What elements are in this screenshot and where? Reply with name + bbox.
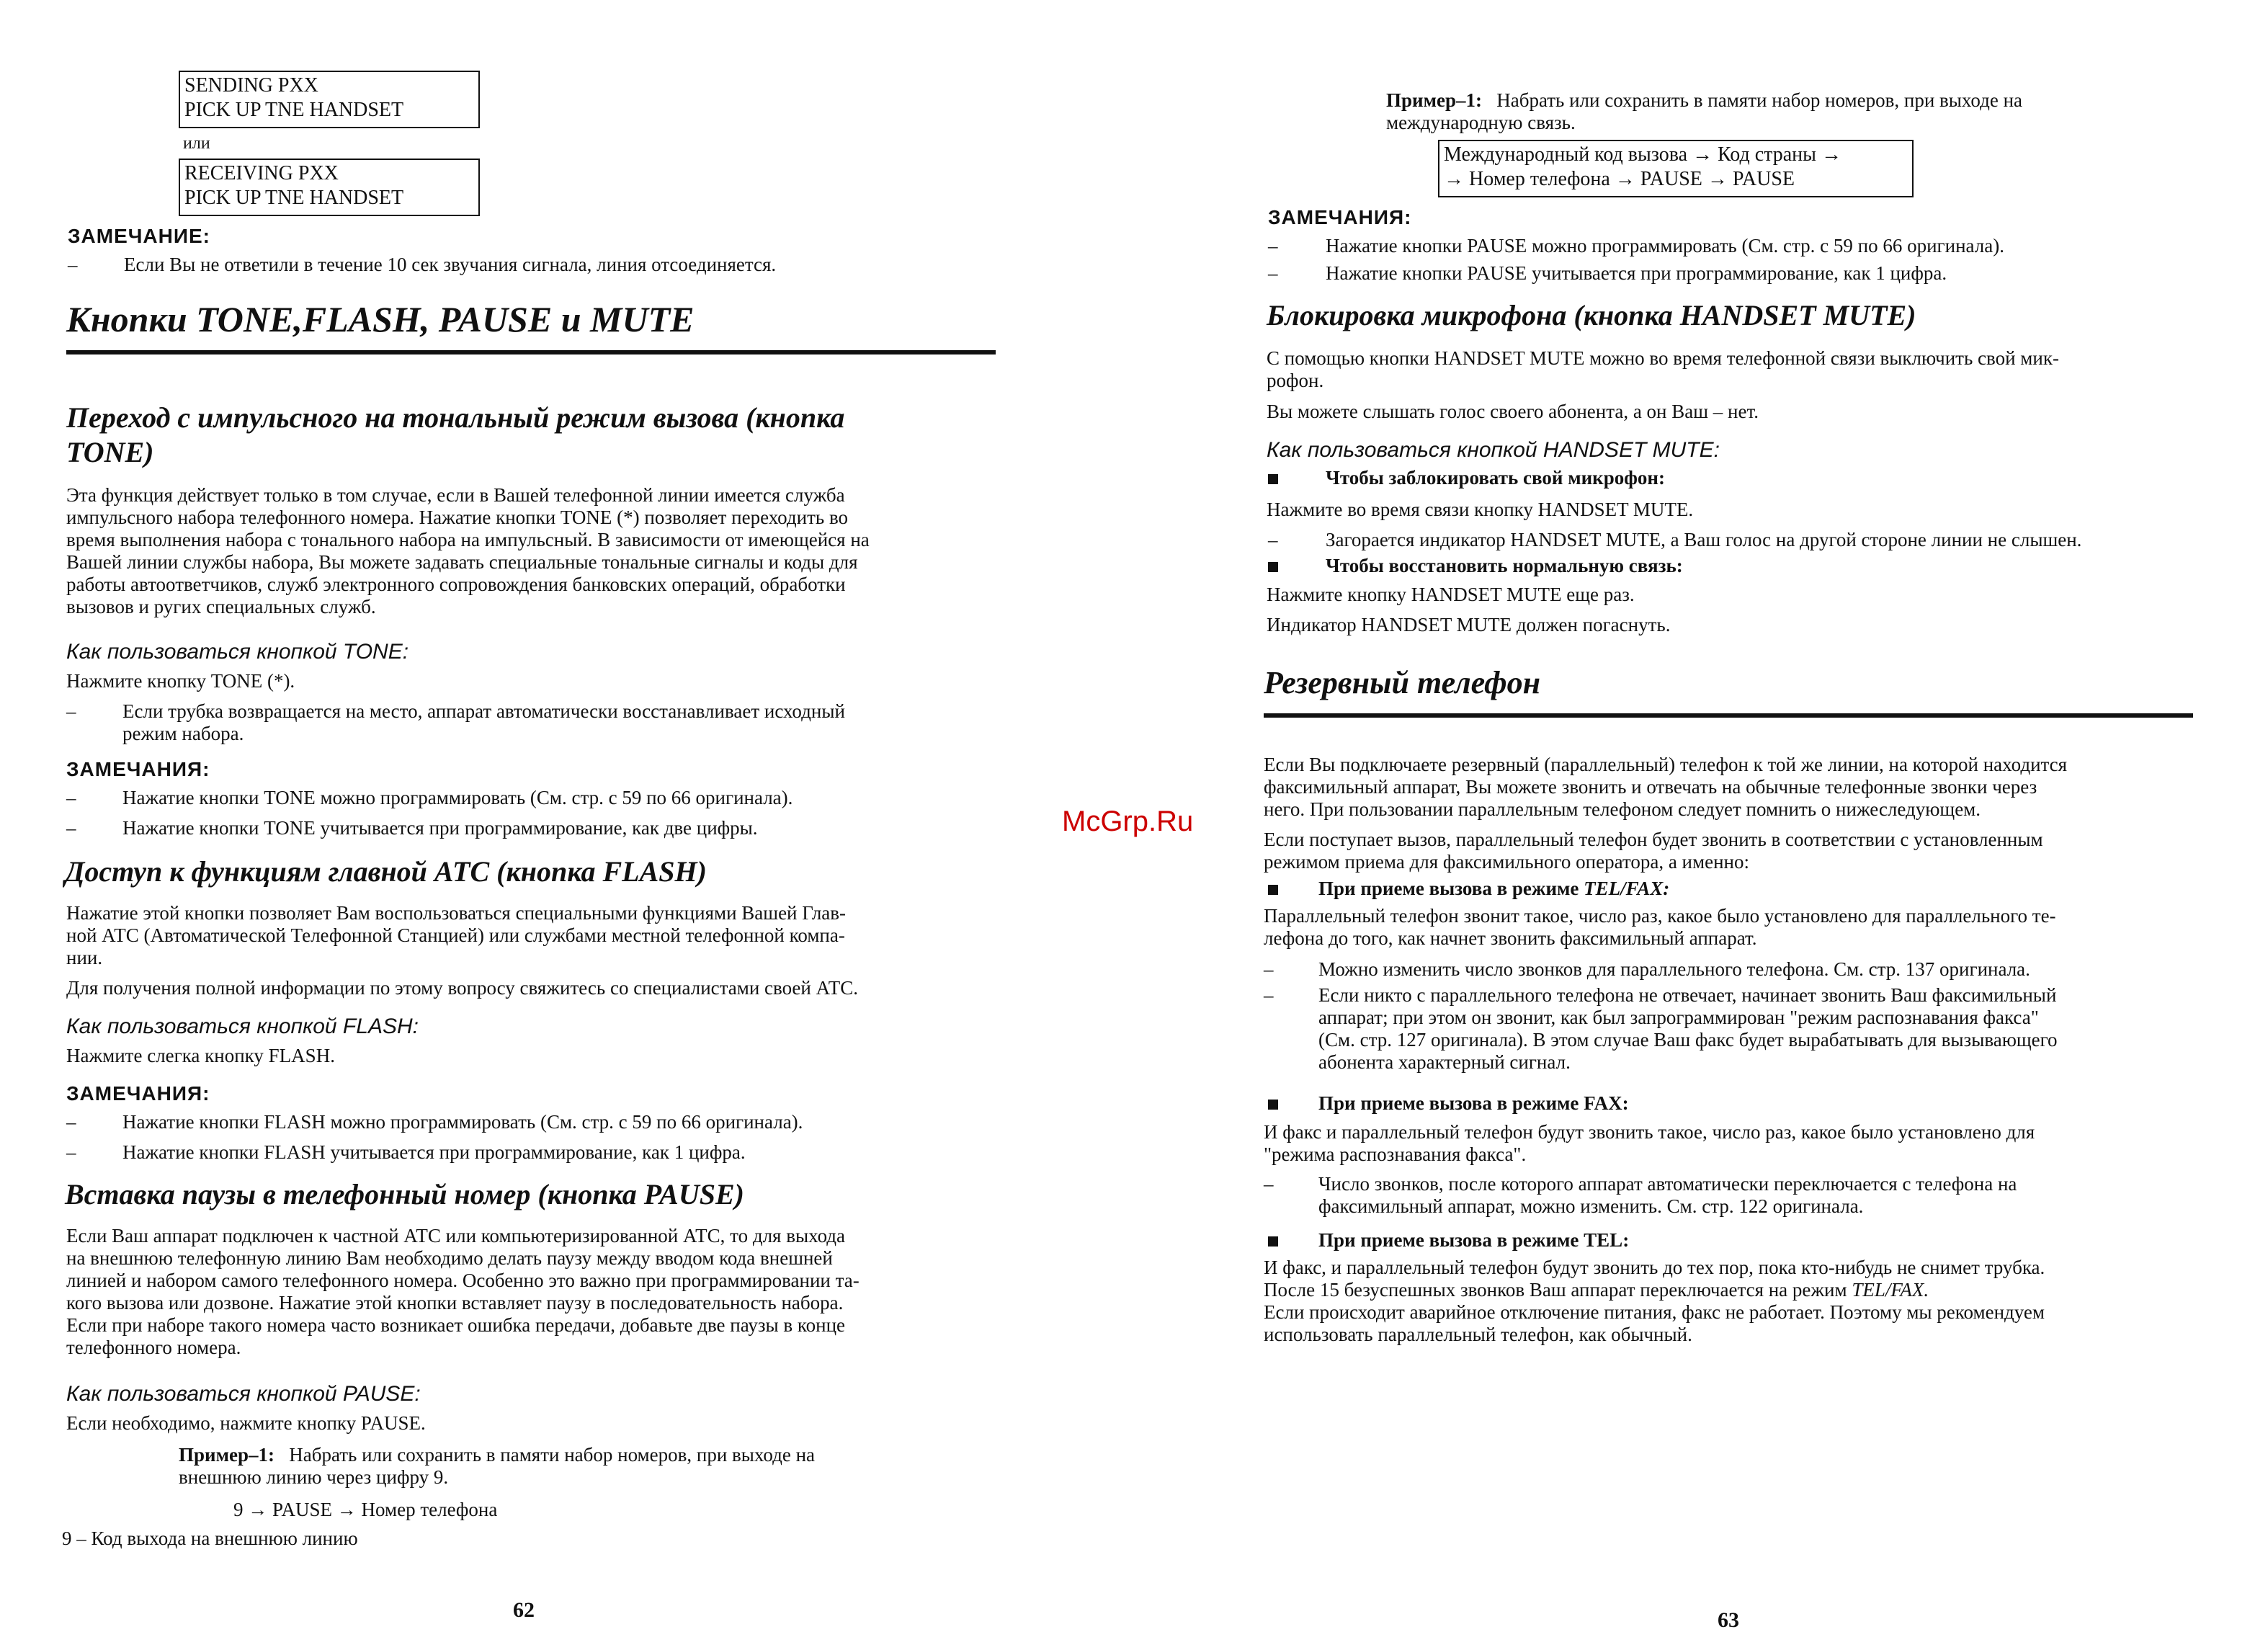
square-bullet (1268, 885, 1278, 895)
receiving-line-2: PICK UP TNE HANDSET (184, 187, 404, 209)
dash-bullet: – (66, 1111, 76, 1133)
flash-note-a: Нажатие кнопки FLASH можно программировать (См. стр. с 59 по 66 оригинала). (122, 1111, 803, 1133)
text-line: него. При пользовании параллельным телефоном следует помнить о нижеследующем. (1264, 798, 1981, 820)
text-line: После 15 безуспешных звонков Ваш аппарат переключается на режим (1264, 1279, 1852, 1301)
text-line: вызовов и ругих специальных служб. (66, 596, 376, 617)
page-number-left: 62 (513, 1598, 535, 1622)
mute-press-1: Нажмите во время связи кнопку HANDSET MUTE. (1267, 499, 1694, 520)
sending-display-box (179, 71, 480, 128)
mute-bullet-2: Чтобы восстановить нормальную связь: (1326, 555, 1683, 576)
text-line: линией и набором самого телефонного номера. Особенно это важно при программировании та- (66, 1270, 860, 1291)
text-line: И факс и параллельный телефон будут звонить такое, число раз, какое было установлено для (1264, 1121, 2035, 1143)
tone-press: Нажмите кнопку TONE (*). (66, 670, 295, 692)
tone-howto: Как пользоваться кнопкой TONE: (66, 640, 409, 664)
mute-dash-1: Загорается индикатор HANDSET MUTE, а Ваш голос на другой стороне линии не слышен. (1326, 529, 2082, 550)
text-line: Если трубка возвращается на место, аппарат автоматически восстанавливает исходный (122, 700, 845, 722)
flash-press: Нажмите слегка кнопку FLASH. (66, 1045, 335, 1066)
pause-heading: Вставка паузы в телефонный номер (кнопка PAUSE) (65, 1178, 744, 1210)
text-line: импульсного набора телефонного номера. Нажатие кнопки TONE (*) позволяет переходить во (66, 507, 849, 528)
tone-paragraph (66, 484, 870, 618)
dash-bullet: – (1268, 262, 1278, 284)
mute-heading: Блокировка микрофона (кнопка HANDSET MUTE) (1267, 299, 1916, 331)
example-line-2: международную связь. (1386, 112, 1576, 133)
telfax-paragraph (1264, 905, 2056, 950)
dash-bullet: – (66, 787, 76, 808)
pause-note-a: Нажатие кнопки PAUSE можно программировать (См. стр. с 59 по 66 оригинала). (1326, 235, 2004, 257)
text-line: Если Вы подключаете резервный (параллельный) телефон к той же линии, на которой находится (1264, 754, 2068, 775)
bullet-text: При приеме вызова в режиме (1318, 878, 1584, 899)
tone-heading-line-1: Переход с импульсного на тональный режим вызова (кнопка (66, 401, 845, 434)
example-label: Пример–1: (179, 1444, 274, 1466)
flash-howto: Как пользоваться кнопкой FLASH: (66, 1014, 419, 1038)
text-line: С помощью кнопки HANDSET MUTE можно во время телефонной связи выключить свой мик- (1267, 347, 2059, 369)
mode-name: TEL/FAX. (1852, 1279, 1929, 1301)
intl-sequence-line-2: → Номер телефона → PAUSE → PAUSE (1444, 168, 1795, 190)
text-line: Вашей линии службы набора, Вы можете задавать специальные тональные сигналы и коды для (66, 551, 858, 573)
pause-note-b: Нажатие кнопки PAUSE учитывается при программирование, как 1 цифра. (1326, 262, 1947, 284)
reserve-paragraph (1264, 754, 2067, 821)
dash-bullet: – (66, 700, 76, 722)
example-line-1: Набрать или сохранить в памяти набор номеров, при выходе на (289, 1444, 816, 1466)
dash-bullet: – (66, 1141, 76, 1163)
text-line: аппарат; при этом он звонит, как был запрограммирован "режим распознавания факса" (1318, 1007, 2039, 1028)
reserve-bullet-tel: При приеме вызова в режиме TEL: (1318, 1229, 1630, 1251)
reserve-heading: Резервный телефон (1264, 665, 1541, 700)
pause-howto: Как пользоваться кнопкой PAUSE: (66, 1382, 421, 1406)
sending-line-1: SENDING PXX (184, 74, 318, 97)
pause-footnote: 9 – Код выхода на внешнюю линию (62, 1528, 358, 1549)
title-rule (66, 350, 996, 354)
watermark: McGrp.Ru (1062, 806, 1194, 837)
fax-dash (1318, 1173, 2017, 1218)
pause-notes-title: ЗАМЕЧАНИЯ: (1268, 206, 1412, 228)
flash-heading: Доступ к функциям главной АТС (кнопка FLASH) (65, 855, 707, 888)
mute-indicator: Индикатор HANDSET MUTE должен погаснуть. (1267, 614, 1671, 636)
text-line: Если Ваш аппарат подключен к частной АТС или компьютеризированной АТС, то для выхода (66, 1225, 846, 1247)
text-line: работы автоответчиков, служб электронного сопровождения банковских операций, обработки (66, 574, 846, 595)
receiving-display-box (179, 159, 480, 216)
flash-note-b: Нажатие кнопки FLASH учитывается при программирование, как 1 цифра. (122, 1141, 746, 1163)
square-bullet (1268, 1236, 1278, 1247)
text-line: Число звонков, после которого аппарат автоматически переключается с телефона на (1318, 1173, 2017, 1195)
page-number-right: 63 (1718, 1608, 1739, 1632)
example-label: Пример–1: (1386, 89, 1482, 111)
pause-press: Если необходимо, нажмите кнопку PAUSE. (66, 1412, 426, 1434)
text-line: использовать параллельный телефон, как обычный. (1264, 1324, 1692, 1345)
text-line: И факс, и параллельный телефон будут звонить до тех пор, пока кто-нибудь не снимет трубка. (1264, 1257, 2045, 1278)
dash-bullet: – (1264, 984, 1274, 1006)
text-line: Эта функция действует только в том случае, если в Вашей телефонной линии имеется служба (66, 484, 845, 506)
or-label: или (183, 134, 210, 153)
text-line: факсимильный аппарат, Вы можете звонить и отвечать на обычные телефонные звонки через (1264, 776, 2037, 798)
mute-press-2: Нажмите кнопку HANDSET MUTE еще раз. (1267, 584, 1635, 605)
bullet-mode: TEL/FAX: (1584, 878, 1670, 899)
telfax-dash-1: Можно изменить число звонков для параллельного телефона. См. стр. 137 оригинала. (1318, 958, 2030, 980)
mute-howto: Как пользоваться кнопкой HANDSET MUTE: (1267, 438, 1720, 462)
telfax-dash-2 (1318, 984, 2058, 1074)
dash-bullet: – (1268, 235, 1278, 257)
text-line: Если при наборе такого номера часто возникает ошибка передачи, добавьте две паузы в конце (66, 1314, 846, 1336)
flash-paragraph (66, 902, 846, 969)
text-line: факсимильный аппарат, можно изменить. См. стр. 122 оригинала. (1318, 1195, 1864, 1217)
receiving-line-1: RECEIVING PXX (184, 162, 339, 184)
flash-notes-title: ЗАМЕЧАНИЯ: (66, 1082, 210, 1105)
text-line: нии. (66, 947, 103, 968)
tone-heading (66, 401, 844, 470)
pause-sequence: 9 → PAUSE → Номер телефона (233, 1499, 498, 1520)
tone-note-b: Нажатие кнопки TONE учитывается при программирование, как две цифры. (122, 817, 758, 839)
text-line: абонента характерный сигнал. (1318, 1051, 1571, 1073)
flash-paragraph-2: Для получения полной информации по этому вопросу свяжитесь со специалистами своей АТС. (66, 977, 858, 999)
mute-paragraph (1267, 347, 2059, 392)
note-item: Если Вы не ответили в течение 10 сек звучания сигнала, линия отсоединяется. (124, 254, 777, 275)
text-line: Если поступает вызов, параллельный телефон будет звонить в соответствии с установленным (1264, 829, 2043, 850)
text-line: кого вызова или дозвоне. Нажатие этой кнопки вставляет паузу в последовательность набора. (66, 1292, 844, 1314)
main-title: Кнопки TONE,FLASH, PAUSE и MUTE (66, 299, 695, 339)
text-line: время выполнения набора с тонального набора на импульсный. В зависимости от имеющейся на (66, 529, 870, 550)
text-line: лефона до того, как начнет звонить факсимильный аппарат. (1264, 927, 1757, 949)
text-line: рофон. (1267, 370, 1324, 391)
mute-bullet-1: Чтобы заблокировать свой микрофон: (1326, 467, 1665, 489)
reserve-bullet-fax: При приеме вызова в режиме FAX: (1318, 1092, 1629, 1114)
dash-bullet: – (66, 817, 76, 839)
intl-sequence-box (1438, 140, 1914, 197)
text-line: Если никто с параллельного телефона не отвечает, начинает звонить Ваш факсимильный (1318, 984, 2057, 1006)
intl-example (1386, 89, 2022, 134)
text-line: режим набора. (122, 723, 244, 744)
note-title: ЗАМЕЧАНИЕ: (68, 225, 211, 247)
text-line: (См. стр. 127 оригинала). В этом случае Ваш факс будет вырабатывать для вызывающего (1318, 1029, 2058, 1051)
reserve-bullet-telfax (1318, 878, 1669, 900)
text-line: Если происходит аварийное отключение питания, факс не работает. Поэтому мы рекомендуем (1264, 1301, 2045, 1323)
text-line: "режима распознавания факса". (1264, 1143, 1527, 1165)
dash-bullet: – (1264, 1173, 1274, 1195)
square-bullet (1268, 474, 1278, 484)
text-line: на внешнюю телефонную линию Вам необходимо делать паузу между вводом кода внешней (66, 1247, 833, 1269)
tone-dash-item (122, 700, 845, 745)
intl-sequence-line-1: Международный код вызова → Код страны → (1444, 143, 1841, 166)
text-line: Нажатие этой кнопки позволяет Вам воспользоваться специальными функциями Вашей Глав- (66, 902, 847, 924)
tone-notes-title: ЗАМЕЧАНИЯ: (66, 758, 210, 780)
text-line: Параллельный телефон звонит такое, число раз, какое было установлено для параллельного те- (1264, 905, 2056, 927)
text-line: телефонного номера. (66, 1337, 241, 1358)
pause-example (179, 1444, 815, 1489)
reserve-rule (1264, 713, 2193, 718)
example-line-1: Набрать или сохранить в памяти набор номеров, при выходе на (1496, 89, 2023, 111)
example-line-2: внешнюю линию через цифру 9. (179, 1466, 449, 1488)
dash-bullet: – (1268, 529, 1278, 550)
square-bullet (1268, 562, 1278, 572)
reserve-paragraph-2 (1264, 829, 2043, 873)
square-bullet (1268, 1100, 1278, 1110)
text-line: режимом приема для факсимильного оператора, а именно: (1264, 851, 1749, 873)
tel-paragraph (1264, 1257, 2045, 1346)
dash-bullet: – (1264, 958, 1274, 980)
fax-paragraph (1264, 1121, 2035, 1166)
text-line: ной АТС (Автоматической Телефонной Станцией) или службами местной телефонной компа- (66, 924, 845, 946)
pause-paragraph (66, 1225, 860, 1359)
mute-paragraph-2: Вы можете слышать голос своего абонента, а он Ваш – нет. (1267, 401, 1759, 422)
right-page (1134, 0, 2268, 1650)
dash-bullet: – (68, 254, 78, 275)
tone-note-a: Нажатие кнопки TONE можно программировать (См. стр. с 59 по 66 оригинала). (122, 787, 793, 808)
tone-heading-line-2: TONE) (66, 436, 154, 468)
sending-line-2: PICK UP TNE HANDSET (184, 99, 404, 121)
